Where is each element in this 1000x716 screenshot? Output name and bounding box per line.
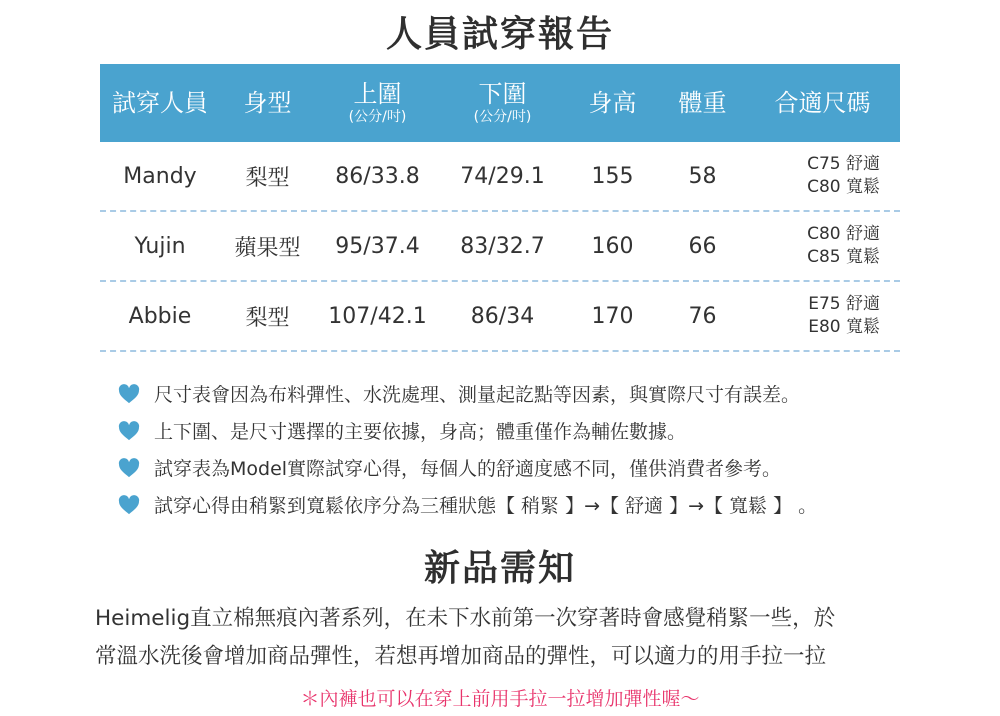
cell-shape: 梨型: [245, 305, 290, 331]
note-text: 上下圍、是尺寸選擇的主要依據，身高；體重僅作為輔佐數據。: [154, 421, 687, 443]
table-row: [100, 212, 900, 282]
list-item: [118, 412, 908, 449]
header-tester: 試穿人員: [112, 88, 208, 117]
heart-icon: [118, 458, 140, 478]
fit-report-table: [100, 64, 900, 352]
paragraph-line: 常溫水洗後會增加商品彈性，若想再增加商品的彈性，可以適力的用手拉一拉: [95, 644, 827, 669]
elasticity-tip: ＊內褲也可以在穿上前用手拉一拉增加彈性喔～: [300, 688, 700, 710]
list-item: [118, 486, 908, 523]
cell-name: Yujin: [134, 233, 186, 259]
note-text: 試穿心得由稍緊到寬鬆依序分為三種狀態【 稍緊 】→【 舒適 】→【 寬鬆 】 。: [154, 495, 818, 517]
notes-list: [118, 375, 908, 523]
cell-height: 155: [591, 163, 634, 189]
cell-shape: 蘋果型: [234, 235, 301, 261]
cell-height: 170: [591, 303, 634, 329]
cell-lower: 86/34: [470, 303, 535, 329]
cell-weight: 76: [688, 303, 717, 329]
fit-comfortable: C75 舒適: [807, 154, 880, 175]
table-row: [100, 282, 900, 352]
table-header: [100, 64, 900, 142]
product-notice-paragraph: [95, 600, 910, 676]
cell-upper: 107/42.1: [328, 303, 427, 329]
list-item: [118, 449, 908, 486]
cell-lower: 83/32.7: [460, 233, 545, 259]
note-text: 試穿表為Model實際試穿心得，每個人的舒適度感不同，僅供消費者參考。: [154, 458, 782, 480]
cell-fit: [745, 153, 900, 199]
cell-fit: [745, 293, 900, 339]
table-row: [100, 142, 900, 212]
header-lower-girth: 下圍 (公分/吋): [473, 80, 532, 125]
cell-name: Mandy: [123, 163, 197, 189]
fit-loose: C85 寬鬆: [807, 247, 880, 267]
fit-loose: E80 寬鬆: [808, 317, 880, 337]
header-body-shape: 身型: [243, 88, 292, 117]
header-height: 身高: [588, 88, 637, 117]
paragraph-line: Heimelig直立棉無痕內著系列，在未下水前第一次穿著時會感覺稍緊一些，於: [95, 606, 836, 631]
page-title: 人員試穿報告: [385, 13, 614, 55]
cell-fit: [745, 223, 900, 269]
fit-loose: C80 寬鬆: [807, 177, 880, 197]
fit-comfortable: C80 舒適: [807, 224, 880, 245]
cell-shape: 梨型: [245, 165, 290, 191]
fit-comfortable: E75 舒適: [808, 294, 880, 315]
cell-lower: 74/29.1: [460, 163, 545, 189]
list-item: [118, 375, 908, 412]
heart-icon: [118, 384, 140, 404]
cell-height: 160: [591, 233, 634, 259]
cell-weight: 58: [688, 163, 717, 189]
header-upper-girth: 上圍 (公分/吋): [348, 80, 407, 125]
cell-name: Abbie: [128, 303, 192, 329]
header-fit-size: 合適尺碼: [774, 88, 871, 117]
header-weight: 體重: [678, 88, 727, 117]
note-text: 尺寸表會因為布料彈性、水洗處理、測量起訖點等因素，與實際尺寸有誤差。: [154, 384, 801, 406]
cell-upper: 86/33.8: [335, 163, 420, 189]
heart-icon: [118, 421, 140, 441]
heart-icon: [118, 495, 140, 515]
cell-upper: 95/37.4: [335, 233, 420, 259]
cell-weight: 66: [688, 233, 717, 259]
section-title: 新品需知: [423, 547, 576, 589]
